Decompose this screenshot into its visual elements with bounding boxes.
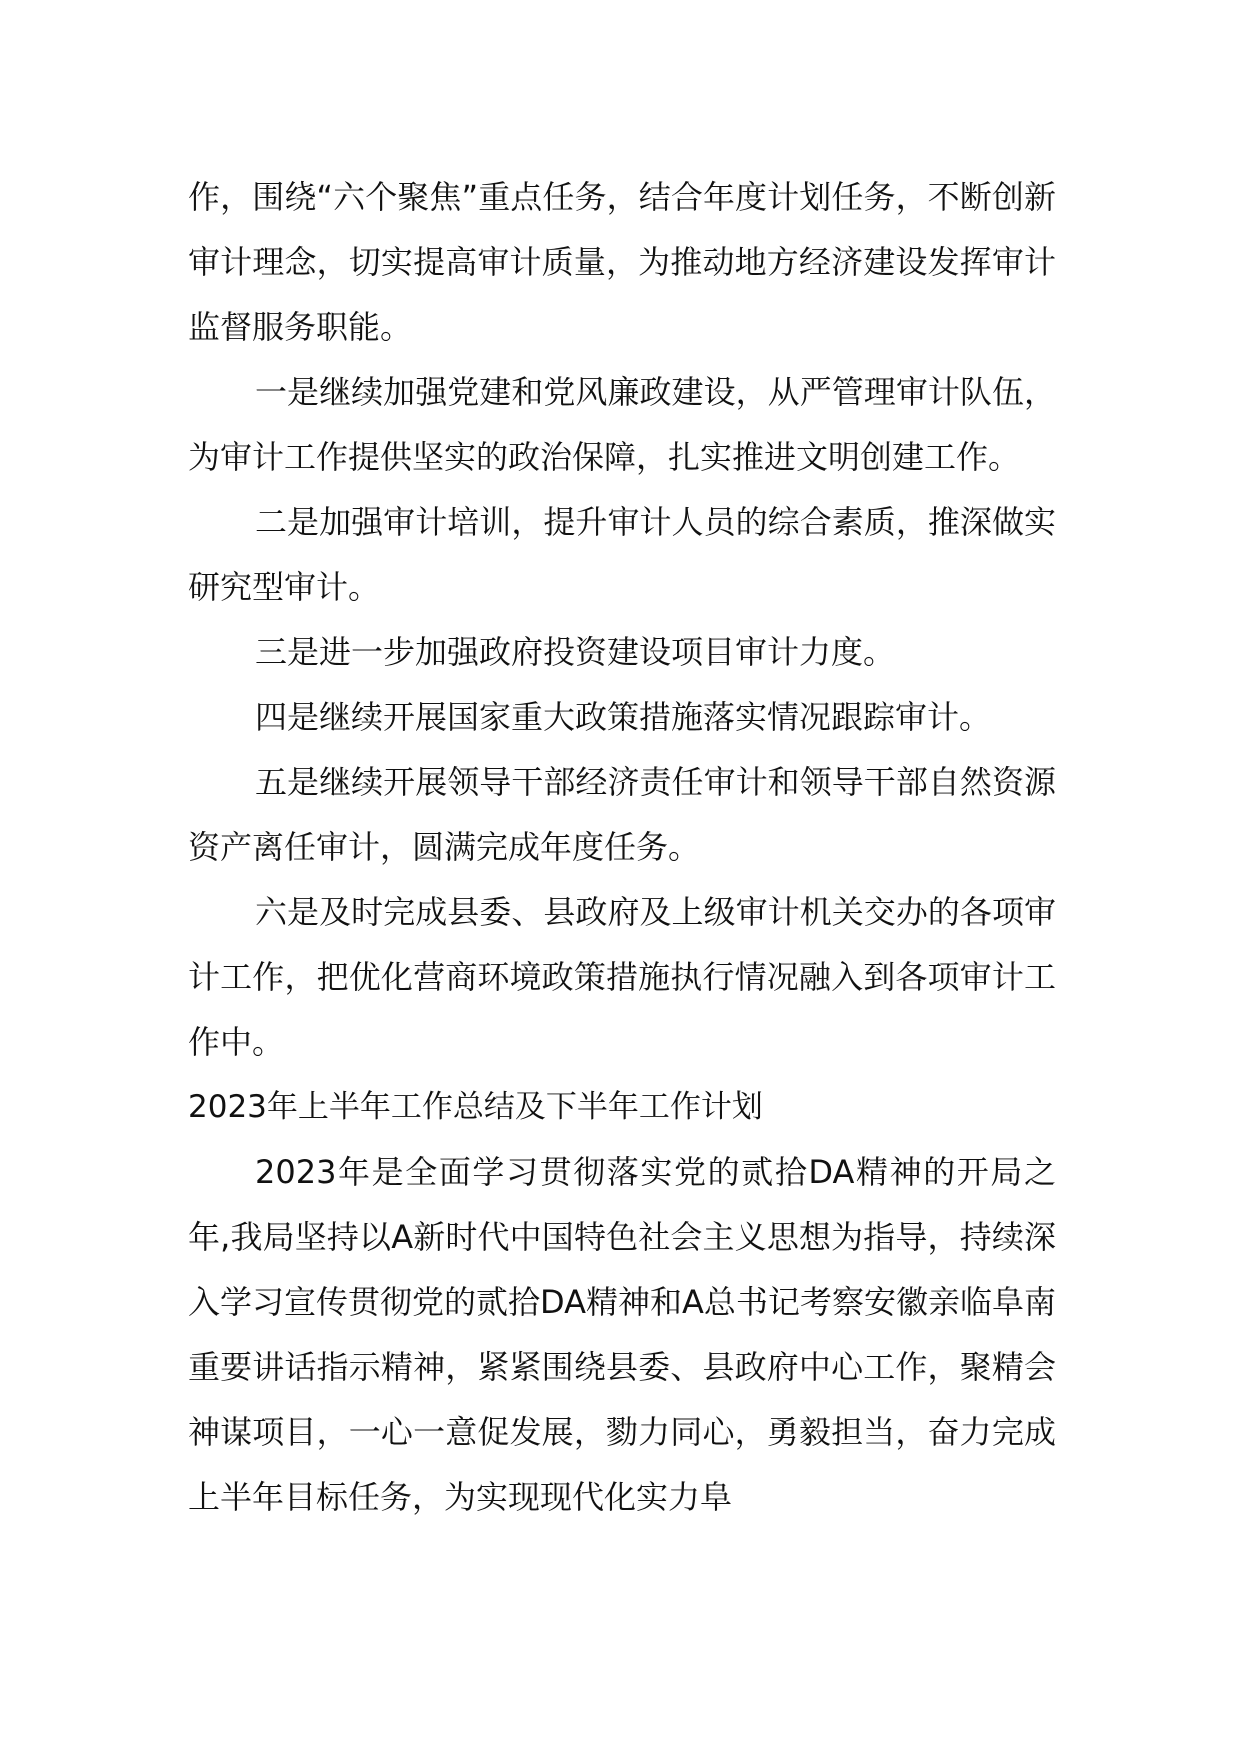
paragraph-item-3: 三是进一步加强政府投资建设项目审计力度。 (255, 633, 896, 671)
paragraph-item-1: 一是继续加强党建和党风廉政建设，从严管理审计队伍，为审计工作提供坚实的政治保障，扎实推进文明创建工作。 (188, 373, 1056, 476)
paragraph-continued: 作，围绕“六个聚焦”重点任务，结合年度计划任务，不断创新审计理念，切实提高审计质量，为推动地方经济建设发挥审计监督服务职能。 (188, 178, 1056, 346)
paragraph-item-5: 五是继续开展领导干部经济责任审计和领导干部自然资源资产离任审计，圆满完成年度任务。 (188, 763, 1056, 866)
paragraph-item-4: 四是继续开展国家重大政策措施落实情况跟踪审计。 (255, 698, 992, 736)
document-body (188, 165, 1056, 1530)
paragraph-item-6: 六是及时完成县委、县政府及上级审计机关交办的各项审计工作，把优化营商环境政策措施执行情况融入到各项审计工作中。 (188, 893, 1056, 1061)
intro-paragraph: 2023年是全面学习贯彻落实党的贰拾DA精神的开局之年,我局坚持以A新时代中国特色社会主义思想为指导，持续深入学习宣传贯彻党的贰拾DA精神和A总书记考察安徽亲临阜南重要讲话指示精神，紧紧围绕县委、县政府中心工作，聚精会神谋项目，一心一意促发展，勠力同心，勇毅担当，奋力完成上半年目标任务，为实现现代化实力阜 (188, 1153, 1056, 1516)
section-heading: 2023年上半年工作总结及下半年工作计划 (188, 1089, 763, 1125)
paragraph-item-2: 二是加强审计培训，提升审计人员的综合素质，推深做实研究型审计。 (188, 503, 1056, 606)
